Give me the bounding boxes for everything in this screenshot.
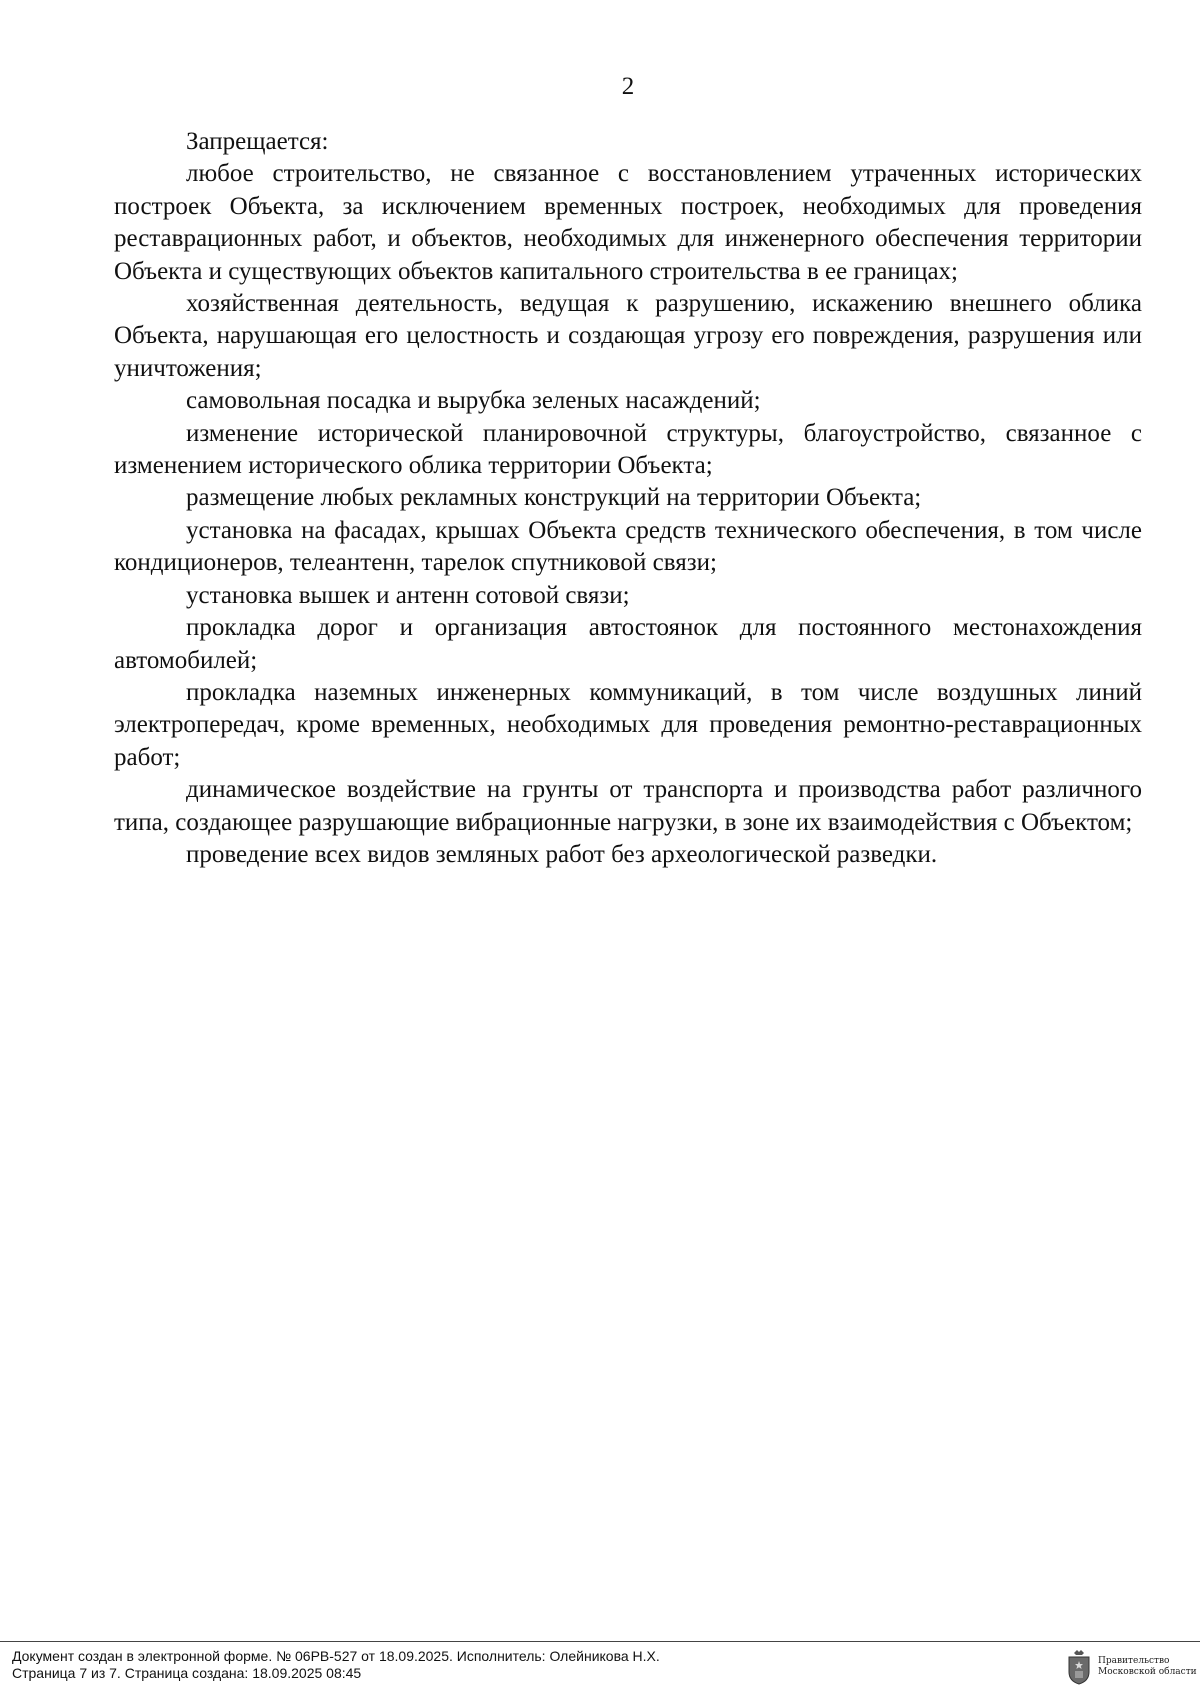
document-body (114, 126, 1142, 871)
page-number: 2 (621, 73, 635, 100)
paragraph: любое строительство, не связанное с восстановлением утраченных исторических построек Объекта, за исключением временных построек, необходимых для проведения реставрационных работ, и объектов, необходимых для инженерного обеспечения территории Объекта и существующих объектов капитального строительства в ее границах; (114, 160, 1142, 285)
footer-document-line: Документ создан в электронной форме. № 06РВ-527 от 18.09.2025. Исполнитель: Олейникова Н.Х. (12, 1648, 660, 1664)
paragraph: изменение исторической планировочной структуры, благоустройство, связанное с изменением исторического облика территории Объекта; (114, 419, 1142, 480)
footer-organization (1098, 1656, 1198, 1678)
footer-info (12, 1648, 1012, 1682)
paragraph: хозяйственная деятельность, ведущая к разрушению, искажению внешнего облика Объекта, нарушающая его целостность и создающая угрозу его повреждения, разрушения или уничтожения; (114, 290, 1142, 382)
paragraph: прокладка наземных инженерных коммуникаций, в том числе воздушных линий электропередач, кроме временных, необходимых для проведения ремонтно-реставрационных работ; (114, 678, 1142, 771)
paragraph: прокладка дорог и организация автостоянок для постоянного местонахождения автомобилей; (114, 614, 1142, 674)
org-name-line2: Московской области (1098, 1667, 1197, 1677)
footer-divider (0, 1641, 1200, 1642)
coat-of-arms-icon (1064, 1648, 1094, 1686)
paragraph-heading: Запрещается: (186, 128, 329, 155)
paragraph: динамическое воздействие на грунты от транспорта и производства работ различного типа, создающее разрушающие вибрационные нагрузки, в зоне их взаимодействия с Объектом; (114, 776, 1142, 836)
paragraph: установка вышек и антенн сотовой связи; (186, 581, 630, 609)
paragraph: самовольная посадка и вырубка зеленых насаждений; (186, 387, 761, 415)
paragraph: установка на фасадах, крышах Объекта средств технического обеспечения, в том числе кондиционеров, телеантенн, тарелок спутниковой связи; (114, 516, 1142, 577)
footer-page-line: Страница 7 из 7. Страница создана: 18.09.2025 08:45 (12, 1665, 362, 1681)
paragraph: проведение всех видов земляных работ без археологической разведки. (186, 840, 938, 868)
org-name-line1: Правительство (1098, 1656, 1170, 1666)
paragraph: размещение любых рекламных конструкций на территории Объекта; (186, 484, 922, 512)
